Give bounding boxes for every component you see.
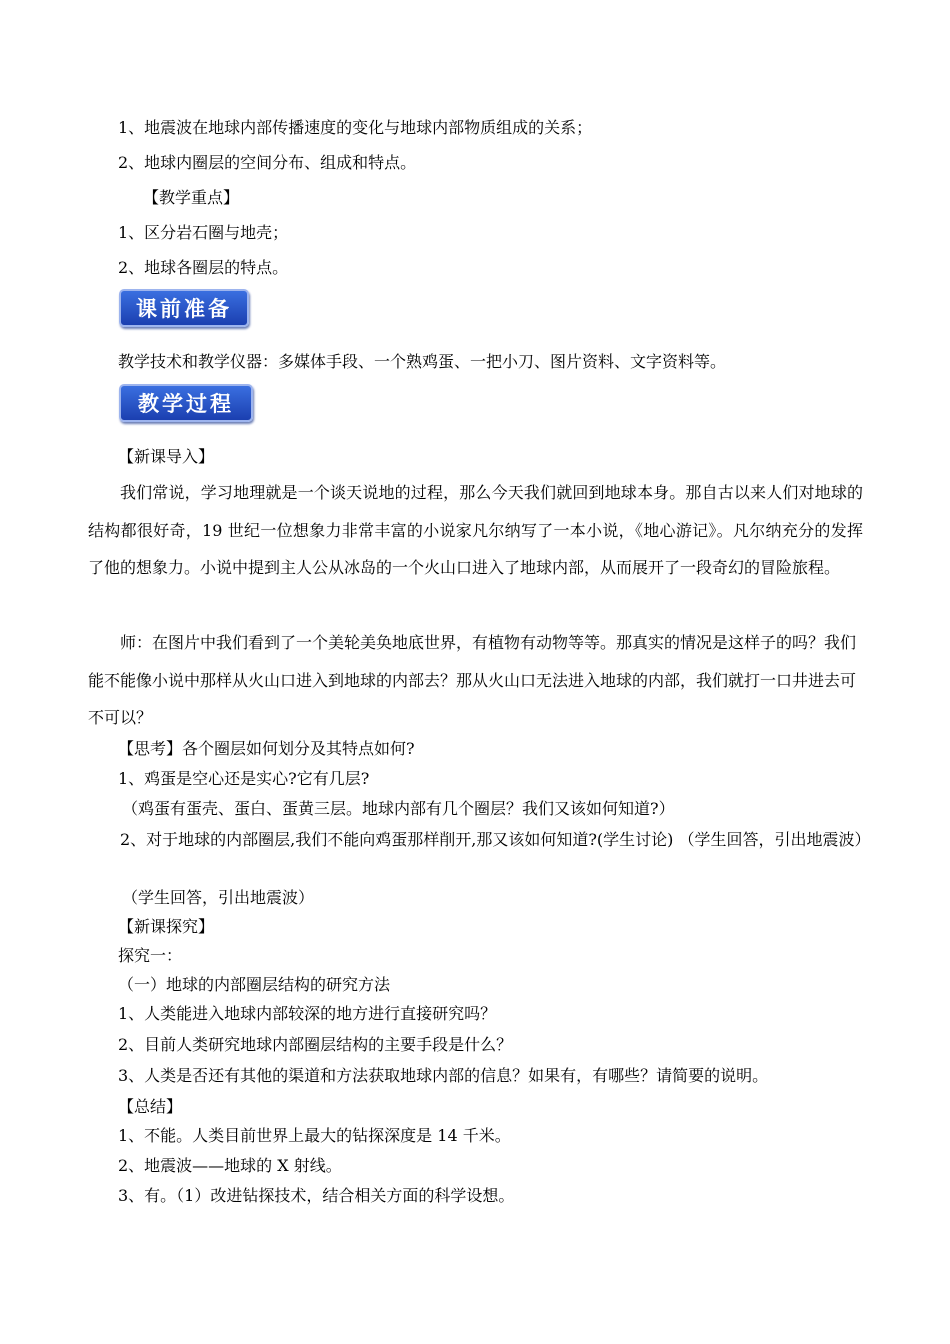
difficulty-item: 2、地球内圈层的空间分布、组成和特点。 [118, 153, 417, 172]
think-answer-2: （学生回答，引出地震波） [122, 888, 315, 907]
teacher-paragraph: 师：在图片中我们看到了一个美轮美奂地底世界，有植物有动物等等。那真实的情况是这样子的吗？我们能不能像小说中那样从火山口进入到地球的内部去？那从火山口无法进入地球的内部，我们就打一口井进去可不可以？ [88, 633, 857, 727]
explore-question: 3、人类是否还有其他的渠道和方法获取地球内部的信息？如果有，有哪些？请简要的说明。 [118, 1066, 769, 1085]
key-point-item: 2、地球各圈层的特点。 [118, 258, 289, 277]
intro-heading: 【新课导入】 [118, 447, 215, 466]
think-heading: 【思考】各个圈层如何划分及其特点如何? [118, 739, 415, 758]
banner-teaching-process: 教学过程 [119, 384, 253, 422]
intro-paragraph: 我们常说，学习地理就是一个谈天说地的过程，那么今天我们就回到地球本身。那自古以来人们对地球的结构都很好奇，19 世纪一位想象力非常丰富的小说家凡尔纳写了一本小说，《地心游记》。凡尔纳充分的发挥了他的想象力。小说中提到主人公从冰岛的一个火山口进入了地球内部，从而展开了一段奇幻的冒险旅程。 [88, 483, 863, 577]
explore-heading: 【新课探究】 [118, 917, 215, 936]
explore-one-label: 探究一： [118, 946, 183, 965]
explore-question: 1、人类能进入地球内部较深的地方进行直接研究吗？ [118, 1004, 497, 1023]
think-question-2: 2、对于地球的内部圈层,我们不能向鸡蛋那样削开,那又该如何知道?(学生讨论) （学生回答，引出地震波） [120, 830, 871, 849]
summary-heading: 【总结】 [118, 1097, 183, 1116]
think-question-1: 1、鸡蛋是空心还是实心?它有几层? [118, 769, 370, 788]
summary-item: 2、地震波——地球的 X 射线。 [118, 1156, 342, 1175]
key-point-item: 1、区分岩石圈与地壳； [118, 223, 289, 242]
explore-question: 2、目前人类研究地球内部圈层结构的主要手段是什么？ [118, 1035, 513, 1054]
summary-item: 1、不能。人类目前世界上最大的钻探深度是 14 千米。 [118, 1126, 511, 1145]
banner-pre-class-prep: 课前准备 [119, 289, 249, 327]
prep-text: 教学技术和教学仪器：多媒体手段、一个熟鸡蛋、一把小刀、图片资料、文字资料等。 [118, 352, 727, 371]
difficulty-item: 1、地震波在地球内部传播速度的变化与地球内部物质组成的关系； [118, 118, 593, 137]
think-answer-1: （鸡蛋有蛋壳、蛋白、蛋黄三层。地球内部有几个圈层？我们又该如何知道?） [122, 799, 675, 818]
key-points-heading: 【教学重点】 [143, 188, 240, 207]
explore-subheading: （一）地球的内部圈层结构的研究方法 [118, 975, 391, 994]
summary-item: 3、有。（1）改进钻探技术，结合相关方面的科学设想。 [118, 1186, 515, 1205]
